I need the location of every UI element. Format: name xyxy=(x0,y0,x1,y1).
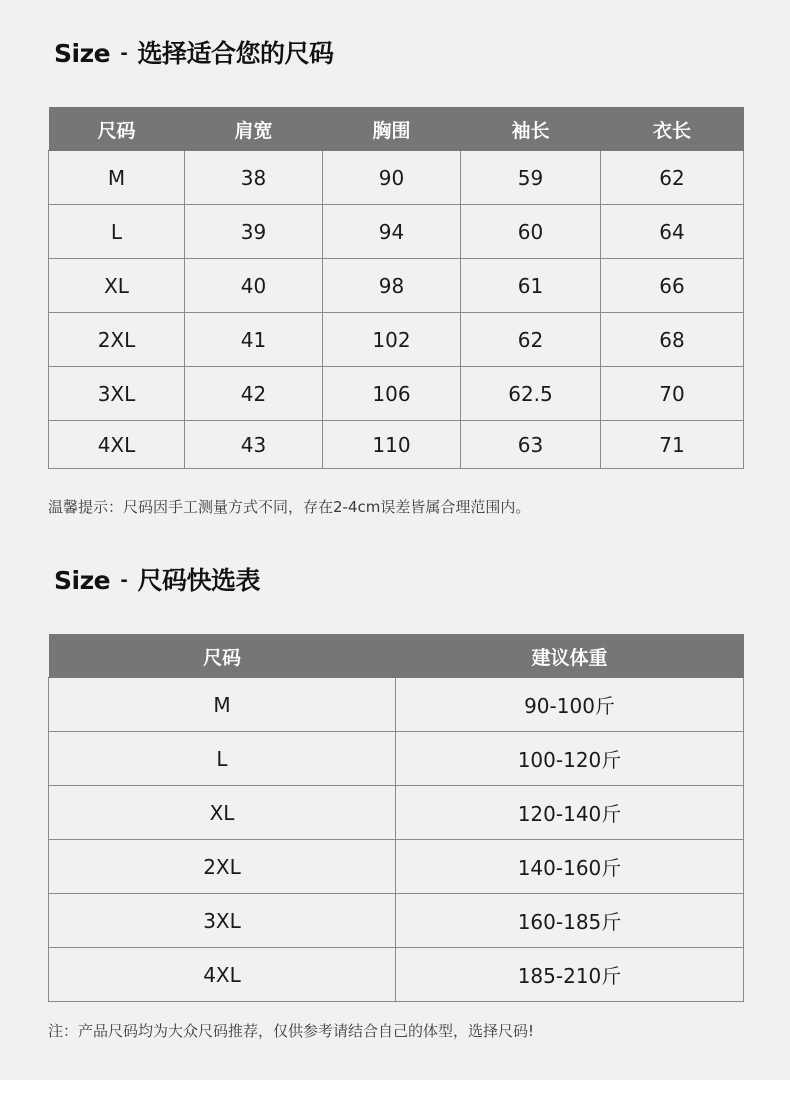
header-garment-length: 衣长 xyxy=(601,108,744,151)
cell-chest: 94 xyxy=(323,205,461,259)
table-row xyxy=(49,421,744,469)
header-recommended-weight: 建议体重 xyxy=(396,635,744,678)
header-size: 尺码 xyxy=(49,635,396,678)
header-chest: 胸围 xyxy=(323,108,461,151)
cell-size: L xyxy=(49,732,396,786)
table-header-row xyxy=(49,635,744,678)
cell-sleeve-length: 63 xyxy=(461,421,601,469)
cell-garment-length: 62 xyxy=(601,151,744,205)
cell-sleeve-length: 62 xyxy=(461,313,601,367)
cell-weight-range: 160-185斤 xyxy=(396,894,744,948)
cell-weight-range: 90-100斤 xyxy=(396,678,744,732)
cell-sleeve-length: 59 xyxy=(461,151,601,205)
table-row xyxy=(49,678,744,732)
title-prefix: Size xyxy=(54,566,111,595)
table-row xyxy=(49,259,744,313)
cell-garment-length: 71 xyxy=(601,421,744,469)
cell-size: XL xyxy=(49,259,185,313)
cell-chest: 98 xyxy=(323,259,461,313)
measurement-tip-note: 温馨提示：尺码因手工测量方式不同，存在2-4cm误差皆属合理范围内。 xyxy=(48,498,531,516)
cell-size: L xyxy=(49,205,185,259)
table-row xyxy=(49,367,744,421)
table-row xyxy=(49,894,744,948)
cell-size: M xyxy=(49,678,396,732)
weight-recommendation-table xyxy=(48,634,744,1002)
cell-size: 4XL xyxy=(49,421,185,469)
table-row xyxy=(49,786,744,840)
cell-size: 3XL xyxy=(49,367,185,421)
table-row xyxy=(49,313,744,367)
cell-weight-range: 140-160斤 xyxy=(396,840,744,894)
cell-garment-length: 70 xyxy=(601,367,744,421)
cell-weight-range: 120-140斤 xyxy=(396,786,744,840)
table-row xyxy=(49,732,744,786)
cell-shoulder-width: 39 xyxy=(185,205,323,259)
table-row xyxy=(49,948,744,1002)
cell-size: 4XL xyxy=(49,948,396,1002)
cell-chest: 110 xyxy=(323,421,461,469)
cell-garment-length: 66 xyxy=(601,259,744,313)
cell-size: 2XL xyxy=(49,313,185,367)
cell-size: 3XL xyxy=(49,894,396,948)
size-recommendation-note: 注：产品尺码均为大众尺码推荐，仅供参考请结合自己的体型，选择尺码! xyxy=(48,1022,535,1040)
size-detail-table xyxy=(48,107,744,469)
cell-sleeve-length: 61 xyxy=(461,259,601,313)
quick-size-title xyxy=(54,561,260,597)
cell-shoulder-width: 41 xyxy=(185,313,323,367)
cell-garment-length: 64 xyxy=(601,205,744,259)
cell-chest: 90 xyxy=(323,151,461,205)
cell-size: XL xyxy=(49,786,396,840)
table-row xyxy=(49,205,744,259)
cell-weight-range: 100-120斤 xyxy=(396,732,744,786)
size-detail-title xyxy=(54,34,334,70)
title-separator: - xyxy=(120,570,128,591)
cell-size: M xyxy=(49,151,185,205)
cell-shoulder-width: 38 xyxy=(185,151,323,205)
header-shoulder-width: 肩宽 xyxy=(185,108,323,151)
cell-sleeve-length: 62.5 xyxy=(461,367,601,421)
cell-shoulder-width: 42 xyxy=(185,367,323,421)
cell-chest: 106 xyxy=(323,367,461,421)
table-header-row xyxy=(49,108,744,151)
header-sleeve-length: 袖长 xyxy=(461,108,601,151)
title-text: 选择适合您的尺码 xyxy=(137,39,334,68)
cell-size: 2XL xyxy=(49,840,396,894)
title-separator: - xyxy=(120,43,128,64)
cell-weight-range: 185-210斤 xyxy=(396,948,744,1002)
table-row xyxy=(49,151,744,205)
cell-shoulder-width: 43 xyxy=(185,421,323,469)
header-size: 尺码 xyxy=(49,108,185,151)
table-row xyxy=(49,840,744,894)
title-prefix: Size xyxy=(54,39,111,68)
cell-chest: 102 xyxy=(323,313,461,367)
cell-sleeve-length: 60 xyxy=(461,205,601,259)
title-text: 尺码快选表 xyxy=(137,566,261,595)
cell-garment-length: 68 xyxy=(601,313,744,367)
cell-shoulder-width: 40 xyxy=(185,259,323,313)
